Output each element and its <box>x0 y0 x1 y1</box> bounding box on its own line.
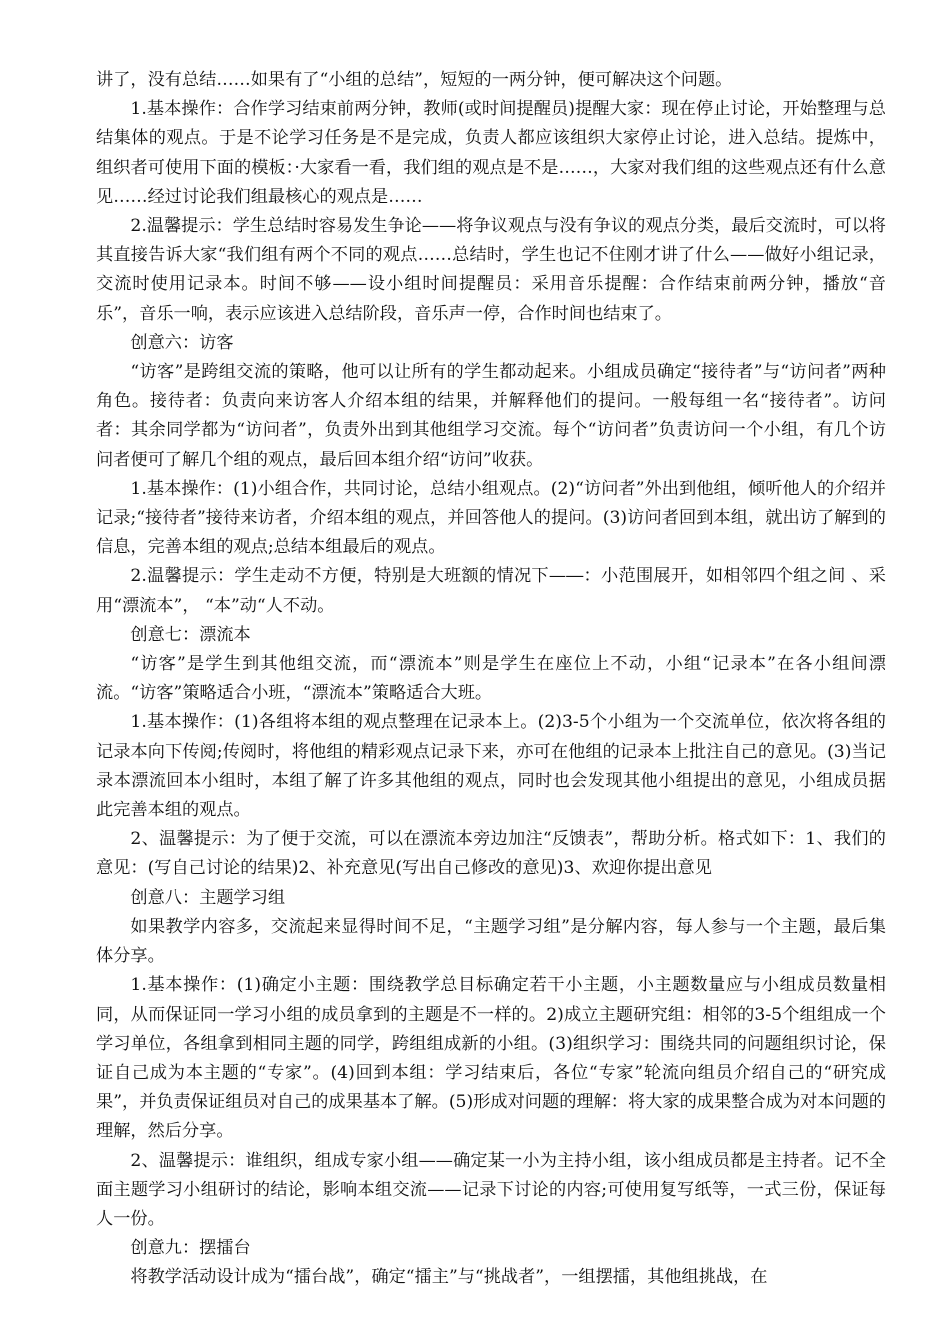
heading-idea-9: 创意九：摆擂台 <box>130 1238 251 1259</box>
paragraph-tip-5: 2.温馨提示：学生总结时容易发生争论——将争议观点与没有争议的观点分类，最后交流时，可以将其直接告诉大家“我们组有两个不同的观点……总结时，学生也记不住刚才讲了什么——做好小组记录，交流时使用记录本。时间不够——设小组时间提醒员：采用音乐提醒：合作结束前两分钟，播放“音乐”，音乐一响，表示应该进入总结阶段，音乐声一停，合作时间也结束了。 <box>96 216 886 324</box>
paragraph-tip-8: 2、温馨提示：谁组织，组成专家小组——确定某一小为主持小组，该小组成员都是主持者。记不全面主题学习小组研讨的结论，影响本组交流——记录下讨论的内容;可使用复写纸等，一式三份，保证每人一份。 <box>96 1150 886 1229</box>
paragraph-idea-7-intro: “访客”是学生到其他组交流，而“漂流本”则是学生在座位上不动，小组“记录本”在各小组间漂流。“访客”策略适合小班，“漂流本”策略适合大班。 <box>96 654 886 704</box>
paragraph-tip-6: 2.温馨提示：学生走动不方便，特别是大班额的情况下—―：小范围展开，如相邻四个组之间 、采用“漂流本”， “本”动“人不动。 <box>96 566 886 616</box>
paragraph-basic-operation-7: 1.基本操作：(1)各组将本组的观点整理在记录本上。(2)3-5个小组为一个交流单位，依次将各组的记录本向下传阅;传阅时，将他组的精彩观点记录下来，亦可在他组的记录本上批注自己的意见。(3)当记录本漂流回本小组时，本组了解了许多其他组的观点，同时也会发现其他小组提出的意见，小组成员据此完善本组的观点。 <box>96 712 886 821</box>
paragraph-basic-operation-8: 1.基本操作：(1)确定小主题：围绕教学总目标确定若干小主题，小主题数量应与小组成员数量相同，从而保证同一学习小组的成员拿到的主题是不一样的。2)成立主题研究组：相邻的3-5个组组成一个学习单位，各组拿到相同主题的同学，跨组组成新的小组。(3)组织学习：围绕共同的问题组织讨论，保证自己成为本主题的“专家”。(4)回到本组：学习结束后，各位“专家”轮流向组员介绍自己的“研究成果”，并负责保证组员对自己的成果基本了解。(5)形成对问题的理解：将大家的成果整合成为对本问题的理解，然后分享。 <box>96 975 886 1142</box>
heading-idea-8: 创意八：主题学习组 <box>130 887 286 908</box>
paragraph-basic-operation-5: 1.基本操作：合作学习结束前两分钟，教师(或时间提醒员)提醒大家：现在停止讨论，开始整理与总结集体的观点。于是不论学习任务是不是完成，负责人都应该组织大家停止讨论，进入总结。提炼中，组织者可使用下面的模板：·大家看一看，我们组的观点是不是……，大家对我们组的这些观点还有什么意见……经过讨论我们组最核心的观点是…… <box>96 99 886 207</box>
document-body <box>96 66 886 1293</box>
paragraph-idea-6-intro: “访客”是跨组交流的策略，他可以让所有的学生都动起来。小组成员确定“接待者”与“访问者”两种角色。接待者：负责向来访客人介绍本组的结果，并解释他们的提问。一般每组一名“接待者”。访问者：其余同学都为“访问者”，负责外出到其他组学习交流。每个“访问者”负责访问一个小组，有几个访问者便可了解几个组的观点，最后回本组介绍“访问”收获。 <box>96 362 886 470</box>
paragraph-idea-8-intro: 如果教学内容多，交流起来显得时间不足，“主题学习组”是分解内容，每人参与一个主题，最后集体分享。 <box>96 916 886 967</box>
paragraph-basic-operation-6: 1.基本操作：(1)小组合作，共同讨论，总结小组观点。(2)“访问者”外出到他组，倾听他人的介绍并记录;“接待者”接待来访者，介绍本组的观点，并回答他人的提问。(3)访问者回到本组，就出访了解到的信息，完善本组的观点;总结本组最后的观点。 <box>96 478 886 558</box>
heading-idea-6: 创意六：访客 <box>130 332 234 353</box>
paragraph-continuation: 讲了，没有总结……如果有了“小组的总结”，短短的一两分钟，便可解决这个问题。 <box>96 70 733 90</box>
paragraph-tip-7: 2、温馨提示：为了便于交流，可以在漂流本旁边加注“反馈表”，帮助分析。格式如下：1、我们的意见：(写自己讨论的结果)2、补充意见(写出自己修改的意见)3、欢迎你提出意见 <box>96 829 886 879</box>
paragraph-idea-9-intro: 将教学活动设计成为“擂台战”，确定“擂主”与“挑战者”，一组摆擂，其他组挑战，在 <box>130 1267 768 1288</box>
heading-idea-7: 创意七：漂流本 <box>130 624 251 645</box>
